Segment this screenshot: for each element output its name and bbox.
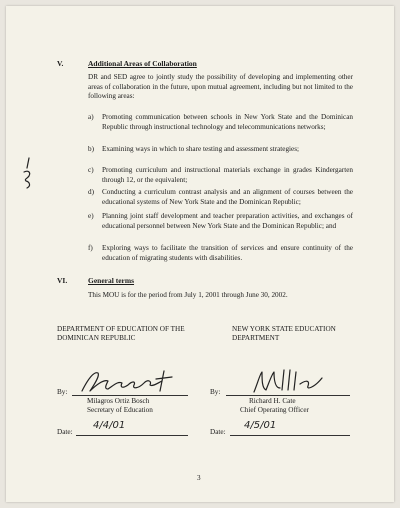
signer-name: Milagros Ortiz Bosch [87, 397, 150, 405]
date-line [230, 435, 350, 436]
section-intro: DR and SED agree to jointly study the possibility of developing and implementing other areas of collaboration in the future, upon mutual agreement, including but not limited to the following areas: [88, 73, 353, 100]
signer-name: Richard H. Cate [249, 397, 296, 405]
list-item-letter: f) [88, 244, 93, 252]
margin-handwritten-note [18, 156, 40, 192]
by-label: By: [57, 388, 68, 396]
handwritten-date: 4/5/01 [244, 420, 277, 431]
list-item-letter: c) [88, 166, 94, 174]
list-item-letter: b) [88, 145, 94, 153]
org-name-line1: NEW YORK STATE EDUCATION [232, 325, 336, 333]
org-name-line2: DEPARTMENT [232, 334, 280, 342]
signature-cate [244, 366, 334, 396]
list-item-text: Promoting communication between schools in New York State and the Dominican Republic through instructional technology and telecommunications networks; [102, 113, 353, 131]
date-line [76, 435, 188, 436]
org-name-line2: DOMINICAN REPUBLIC [57, 334, 136, 342]
by-label: By: [210, 388, 221, 396]
section-number: V. [57, 59, 64, 68]
list-item-text: Exploring ways to facilitate the transition of services and ensure continuity of the education of migrating students with disabilities. [102, 244, 353, 262]
document-page [6, 6, 394, 502]
section-title: Additional Areas of Collaboration [88, 59, 197, 68]
list-item-letter: e) [88, 212, 94, 220]
handwritten-date: 4/4/01 [93, 420, 126, 431]
list-item-letter: a) [88, 113, 94, 121]
signer-title: Secretary of Education [87, 406, 153, 414]
list-item-text: Planning joint staff development and teacher preparation activities, and exchanges of educational personnel between New York State and the Dominican Republic; and [102, 212, 353, 230]
list-item-text: Promoting curriculum and instructional materials exchange in grades Kindergarten through 12, or the equivalent; [102, 166, 353, 184]
org-name-line1: DEPARTMENT OF EDUCATION OF THE [57, 325, 185, 333]
list-item-letter: d) [88, 188, 94, 196]
date-label: Date: [57, 428, 73, 436]
section-number: VI. [57, 276, 68, 285]
signature-bosch [76, 367, 186, 397]
list-item-text: Examining ways in which to share testing and assessment strategies; [102, 145, 300, 153]
date-label: Date: [210, 428, 226, 436]
general-terms-text: This MOU is for the period from July 1, 2001 through June 30, 2002. [88, 291, 288, 299]
section-title: General terms [88, 276, 135, 285]
list-item-text: Conducting a curriculum contrast analysis and an alignment of courses between the educational systems of New York State and the Dominican Republic; [102, 188, 353, 206]
signer-title: Chief Operating Officer [240, 406, 309, 414]
page-number: 3 [197, 474, 201, 482]
